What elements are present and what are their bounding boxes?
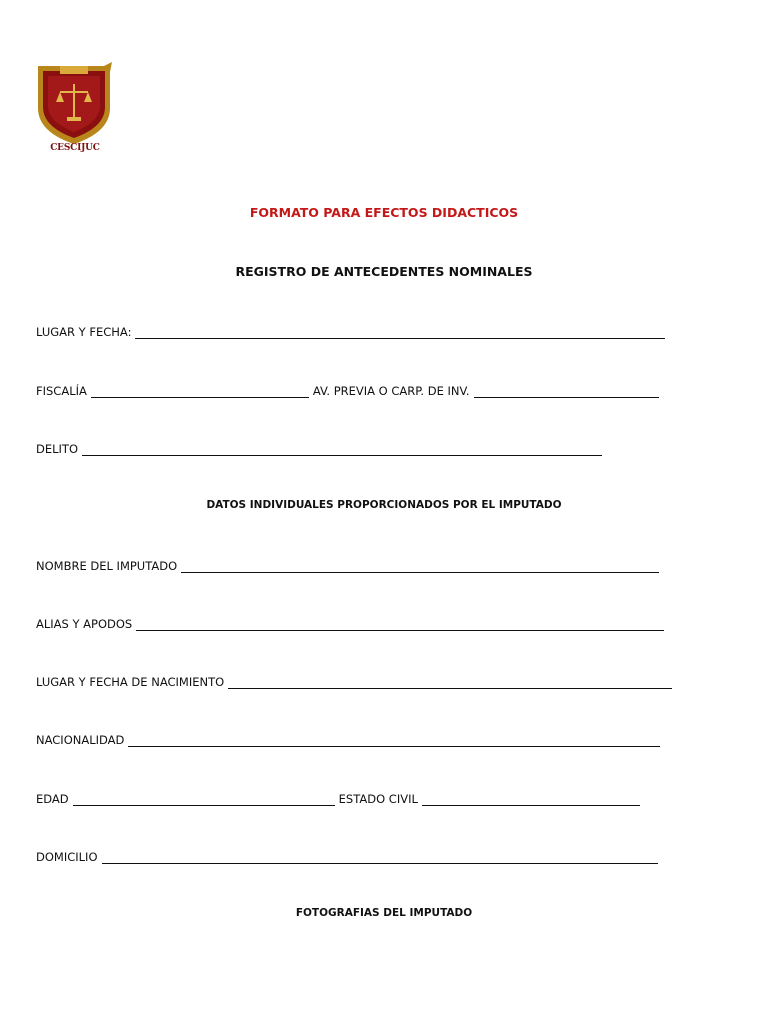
lugar-fecha-line[interactable] bbox=[135, 326, 665, 339]
nombre-row bbox=[36, 557, 663, 573]
edad-line[interactable] bbox=[73, 793, 335, 806]
cesci-juc-logo bbox=[34, 62, 114, 158]
delito-line[interactable] bbox=[82, 443, 602, 456]
edad-label: EDAD bbox=[36, 792, 69, 806]
logo-text: CESCIJUC bbox=[50, 143, 100, 153]
domicilio-line[interactable] bbox=[102, 851, 658, 864]
nacimiento-line[interactable] bbox=[228, 676, 672, 689]
delito-row bbox=[36, 440, 606, 456]
fiscalia-label: FISCALÍA bbox=[36, 384, 87, 398]
fiscalia-line[interactable] bbox=[91, 385, 309, 398]
av-previa-line[interactable] bbox=[474, 385, 659, 398]
nacimiento-label: LUGAR Y FECHA DE NACIMIENTO bbox=[36, 675, 225, 689]
lugar-fecha-label: LUGAR Y FECHA: bbox=[36, 325, 132, 339]
delito-label: DELITO bbox=[36, 442, 78, 456]
av-previa-label: AV. PREVIA O CARP. DE INV. bbox=[312, 384, 470, 398]
estado-civil-line[interactable] bbox=[422, 793, 640, 806]
nombre-label: NOMBRE DEL IMPUTADO bbox=[36, 559, 178, 573]
fiscalia-row bbox=[36, 382, 663, 398]
datos-title: DATOS INDIVIDUALES PROPORCIONADOS POR EL IMPUTADO bbox=[206, 499, 562, 511]
nacimiento-row bbox=[36, 673, 676, 689]
nacionalidad-label: NACIONALIDAD bbox=[36, 733, 125, 747]
registro-title: REGISTRO DE ANTECEDENTES NOMINALES bbox=[235, 264, 533, 279]
alias-line[interactable] bbox=[136, 618, 664, 631]
nacionalidad-row bbox=[36, 731, 664, 747]
fotos-title: FOTOGRAFIAS DEL IMPUTADO bbox=[295, 907, 473, 919]
estado-civil-label: ESTADO CIVIL bbox=[338, 792, 418, 806]
nombre-line[interactable] bbox=[181, 560, 659, 573]
alias-label: ALIAS Y APODOS bbox=[36, 617, 133, 631]
formato-title: FORMATO PARA EFECTOS DIDACTICOS bbox=[249, 205, 519, 220]
alias-row bbox=[36, 615, 668, 631]
lugar-fecha-row bbox=[36, 323, 669, 339]
domicilio-label: DOMICILIO bbox=[36, 850, 98, 864]
nacionalidad-line[interactable] bbox=[128, 734, 660, 747]
edad-row bbox=[36, 790, 644, 806]
domicilio-row bbox=[36, 848, 662, 864]
